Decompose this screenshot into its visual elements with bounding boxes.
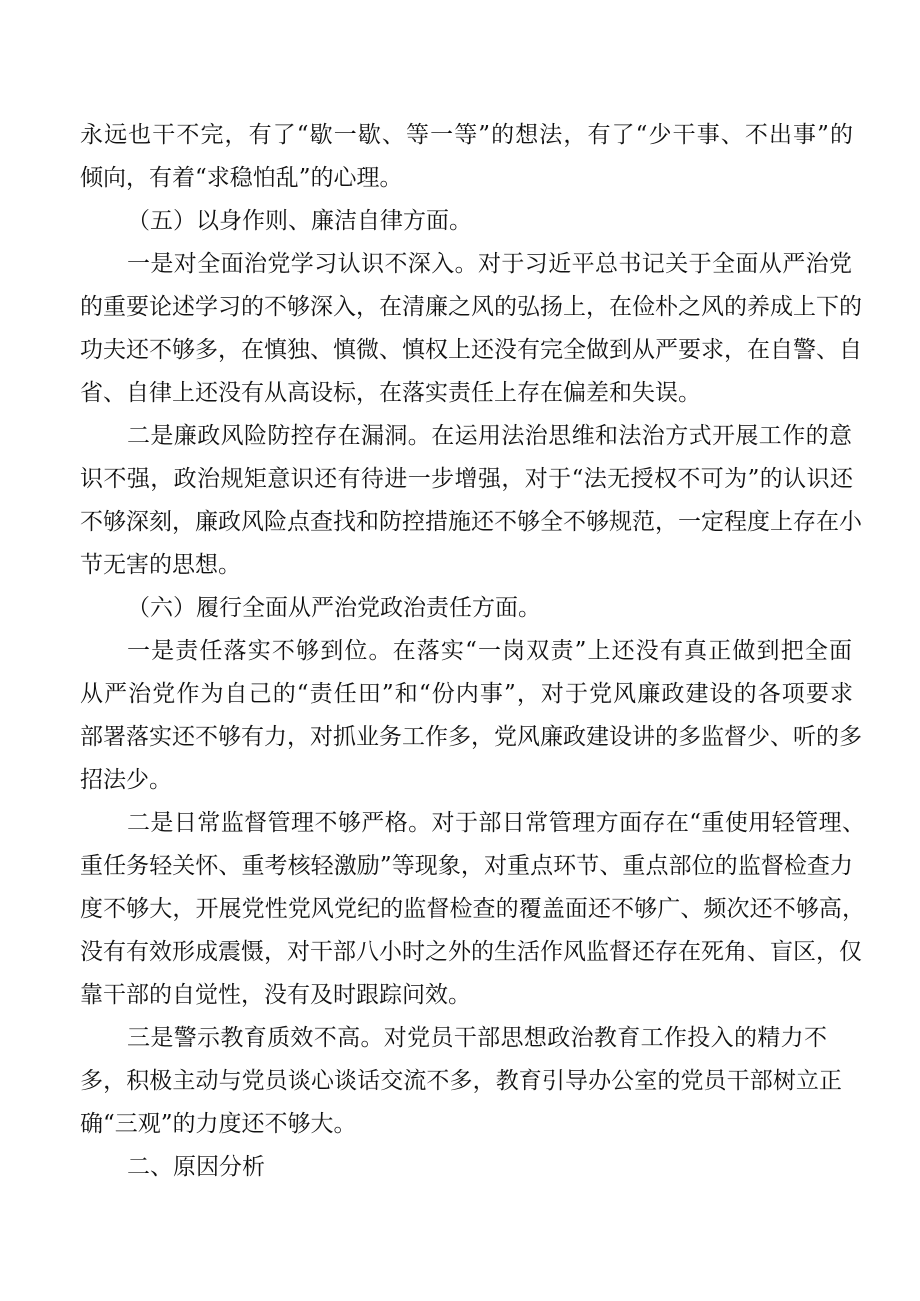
paragraph-line: 从严治党作为自己的“责任田”和“份内事”，对于党风廉政建设的各项要求 bbox=[80, 681, 853, 707]
section-heading: 二、原因分析 bbox=[127, 1154, 265, 1180]
paragraph-line: 招法少。 bbox=[80, 767, 172, 793]
paragraph-line: 二是廉政风险防控存在漏洞。在运用法治思维和法治方式开展工作的意 bbox=[127, 423, 852, 449]
paragraph-line: 没有有效形成震慑，对干部八小时之外的生活作风监督还存在死角、盲区，仅 bbox=[80, 939, 862, 965]
paragraph-line: 永远也干不完，有了“歇一歇、等一等”的想法，有了“少干事、不出事”的 bbox=[80, 122, 853, 148]
paragraph-line: 识不强，政治规矩意识还有待进一步增强，对于“法无授权不可为”的认识还 bbox=[80, 466, 853, 492]
paragraph-line: 省、自律上还没有从高设标，在落实责任上存在偏差和失误。 bbox=[80, 380, 701, 406]
paragraph-line: 靠干部的自觉性，没有及时跟踪问效。 bbox=[80, 982, 471, 1008]
paragraph-line: 多，积极主动与党员谈心谈话交流不多，教育引导办公室的党员干部树立正 bbox=[80, 1068, 842, 1094]
paragraph-line: 部署落实还不够有力，对抓业务工作多，党风廉政建设讲的多监督少、听的多 bbox=[80, 724, 862, 750]
paragraph-line: 不够深刻，廉政风险点查找和防控措施还不够全不够规范，一定程度上存在小 bbox=[80, 509, 862, 535]
section-heading: （五）以身作则、廉洁自律方面。 bbox=[127, 208, 472, 234]
paragraph-line: 功夫还不够多，在慎独、慎微、慎权上还没有完全做到从严要求，在自警、自 bbox=[80, 337, 862, 363]
paragraph-line: 一是责任落实不够到位。在落实“一岗双责”上还没有真正做到把全面 bbox=[127, 638, 852, 664]
paragraph-line: 的重要论述学习的不够深入，在清廉之风的弘扬上，在俭朴之风的养成上下的 bbox=[80, 294, 862, 320]
paragraph-line: 重任务轻关怀、重考核轻激励”等现象，对重点环节、重点部位的监督检查力 bbox=[80, 853, 853, 879]
paragraph-line: 倾向，有着“求稳怕乱”的心理。 bbox=[80, 165, 403, 191]
paragraph-line: 一是对全面治党学习认识不深入。对于习近平总书记关于全面从严治党 bbox=[127, 251, 852, 277]
paragraph-line: 二是日常监督管理不够严格。对于部日常管理方面存在“重使用轻管理、 bbox=[127, 810, 865, 836]
paragraph-line: 度不够大，开展党性党风党纪的监督检查的覆盖面还不够广、频次还不够高， bbox=[80, 896, 865, 922]
paragraph-line: 确“三观”的力度还不够大。 bbox=[80, 1111, 357, 1137]
paragraph-line: 三是警示教育质效不高。对党员干部思想政治教育工作投入的精力不 bbox=[127, 1025, 827, 1051]
paragraph-line: 节无害的思想。 bbox=[80, 552, 241, 578]
section-heading: （六）履行全面从严治党政治责任方面。 bbox=[127, 595, 541, 621]
